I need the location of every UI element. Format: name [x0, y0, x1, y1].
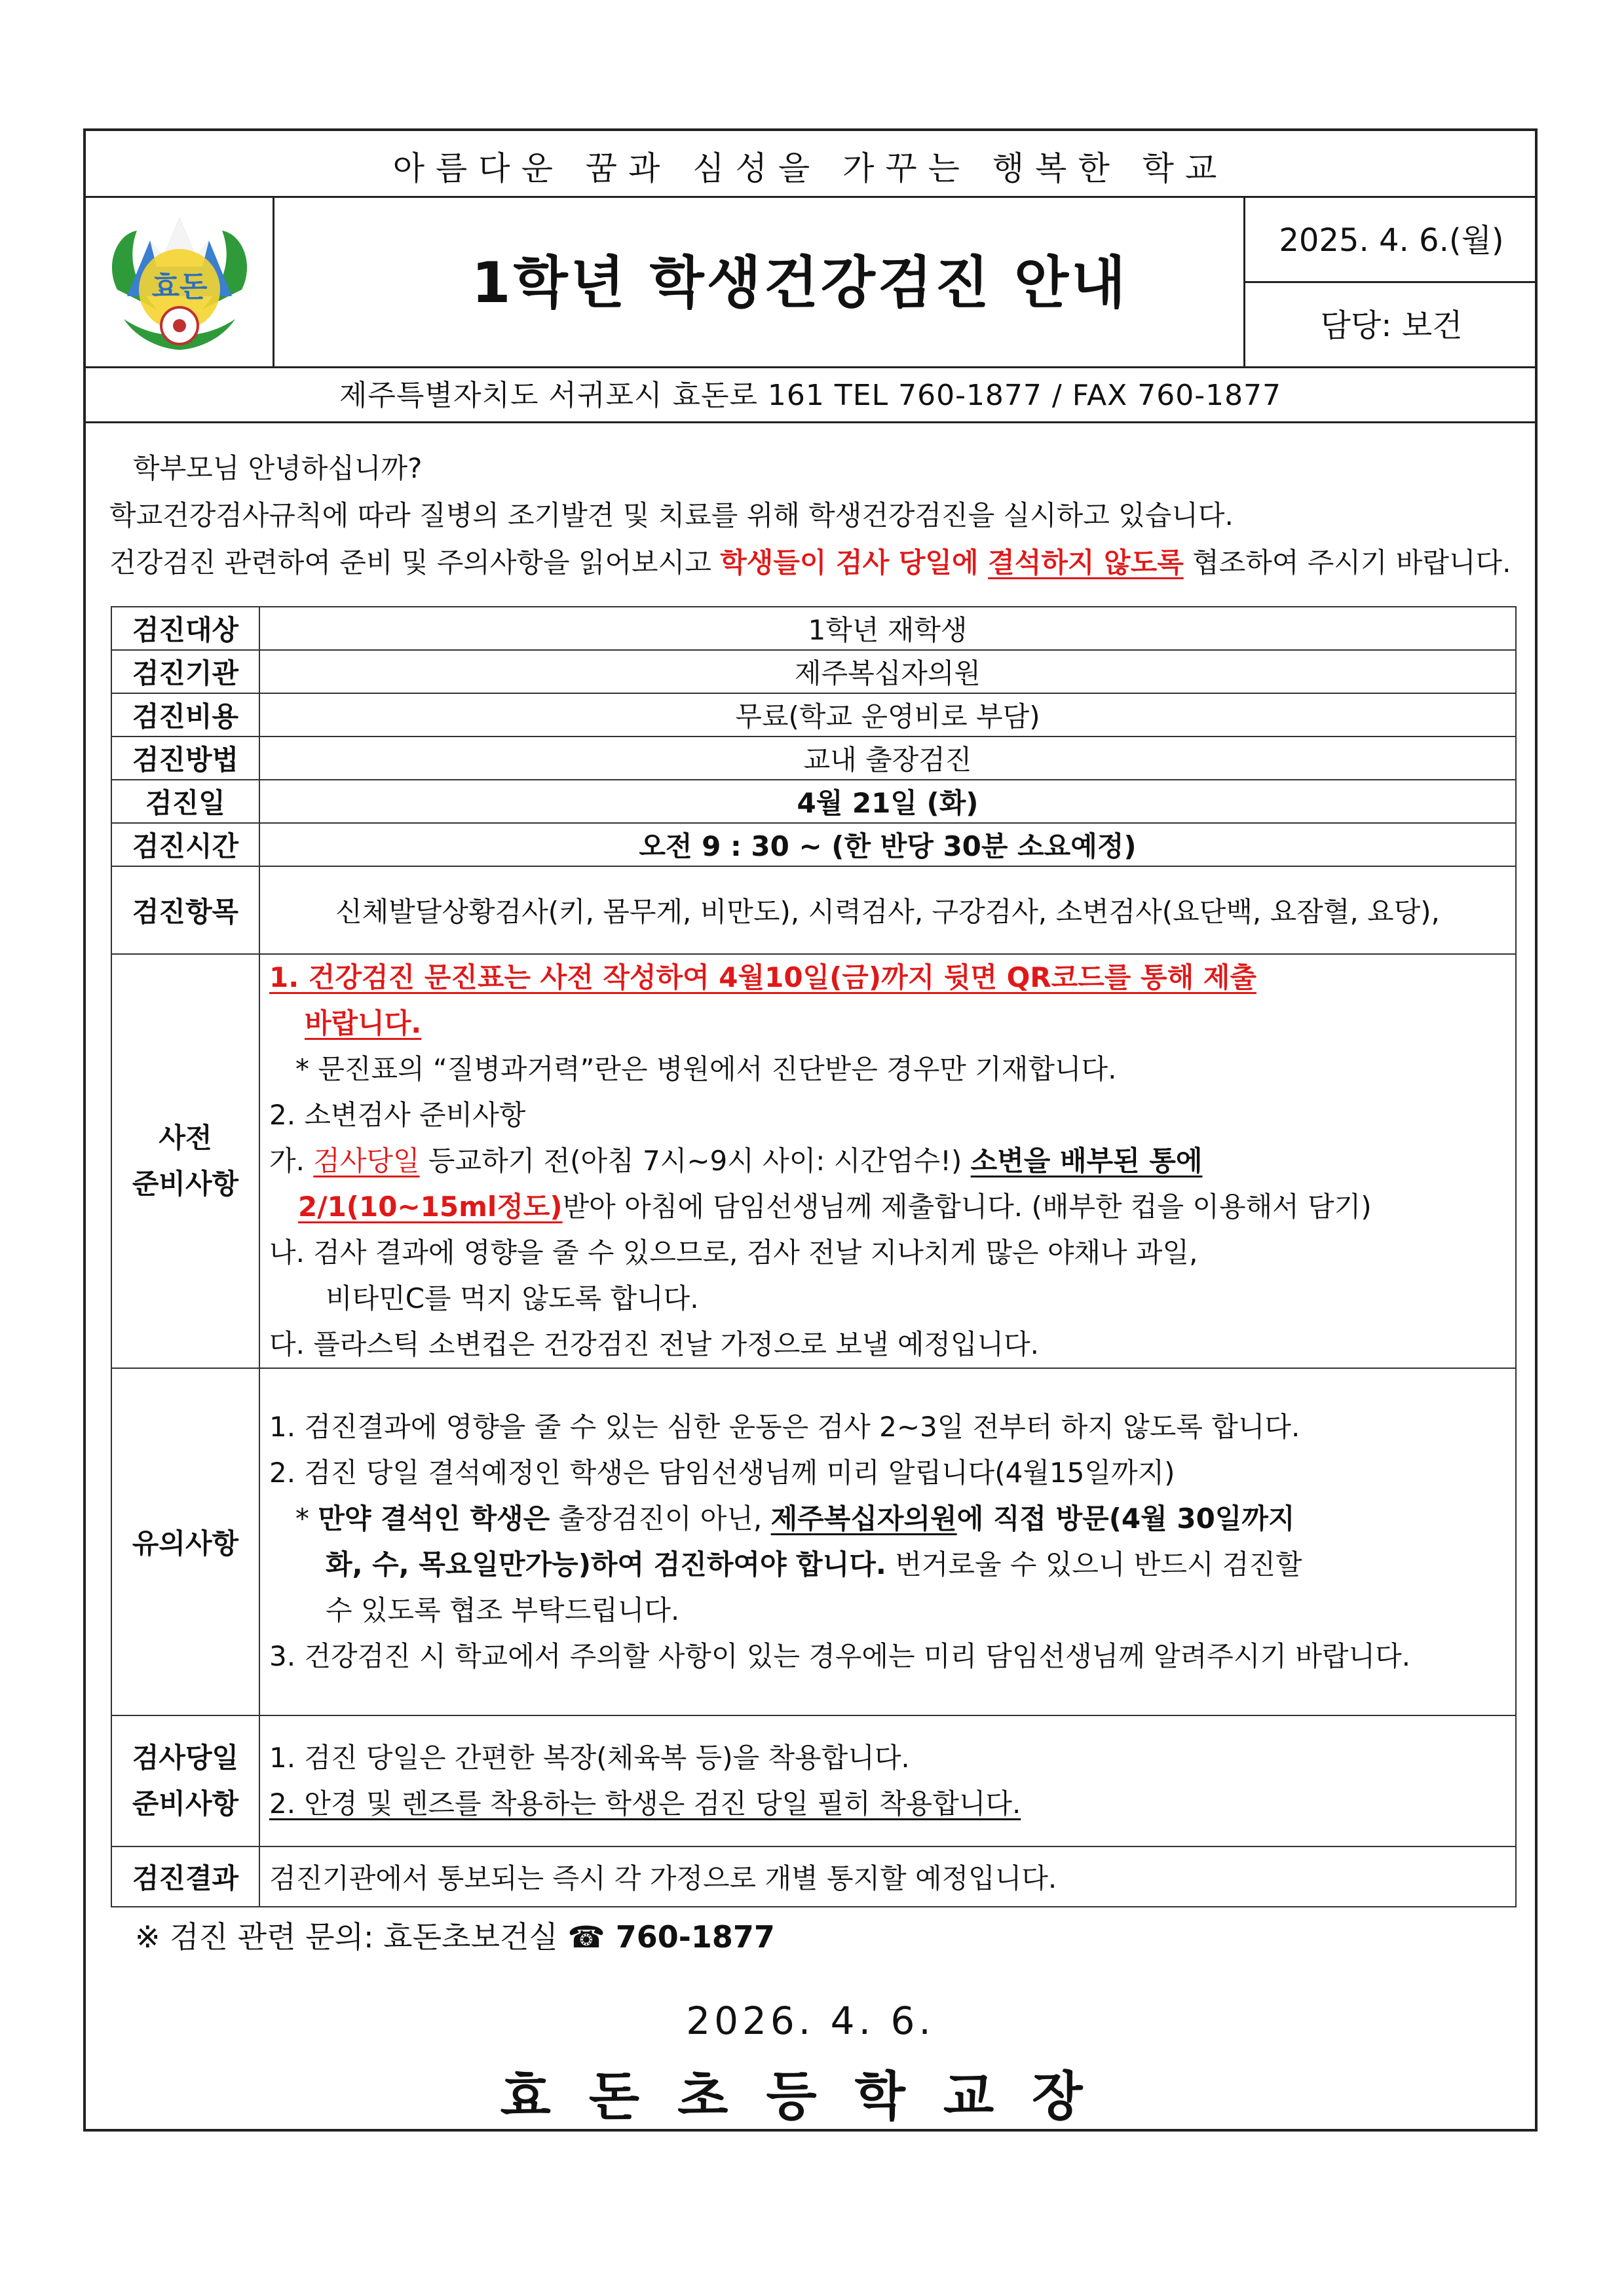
row-value: 1학년 재학생 — [259, 607, 1516, 650]
table-row — [111, 954, 1516, 1368]
intro-line: 학교건강검사규칙에 따라 질병의 조기발견 및 치료를 위해 학생건강검진을 실시하고 있습니다. — [109, 499, 1234, 531]
table-row — [111, 693, 1516, 737]
caution-line: 3. 건강검진 시 학교에서 주의할 사항이 있는 경우에는 미리 담임선생님께 알려주시기 바랍니다. — [269, 1640, 1411, 1672]
prep-text: 받아 아침에 담임선생님께 제출합니다. (배부한 컵을 이용해서 담기) — [562, 1191, 1372, 1223]
row-label-line: 검사당일 — [132, 1742, 239, 1774]
row-label-line: 준비사항 — [132, 1168, 239, 1200]
prep-line: 다. 플라스틱 소변컵은 건강검진 전날 가정으로 보낼 예정입니다. — [269, 1328, 1040, 1360]
person-in-charge: 담당: 보건 — [1320, 307, 1463, 344]
principal-signature: 효돈초등학교장 — [500, 2066, 1121, 2127]
table-row — [111, 650, 1516, 693]
row-label: 검진기관 — [111, 650, 259, 693]
caution-content — [259, 1368, 1516, 1715]
prep-highlight: 2/1(10~15ml정도) — [298, 1191, 563, 1223]
row-label: 검진방법 — [111, 737, 259, 780]
school-address: 제주특별자치도 서귀포시 효돈로 161 TEL 760-1877 / FAX 760-1877 — [339, 379, 1282, 412]
caution-line: 수 있도록 협조 부탁드립니다. — [326, 1594, 680, 1626]
caution-line: 2. 검진 당일 결석예정인 학생은 담임선생님께 미리 알립니다(4월15일까지) — [269, 1457, 1175, 1489]
intro-text: 협조하여 주시기 바랍니다. — [1183, 546, 1511, 579]
prep-content — [259, 954, 1516, 1368]
prep-line: 1. 건강검진 문진표는 사전 작성하여 4월10일(금)까지 뒷면 QR코드를 통해 제출 — [269, 961, 1256, 993]
caution-text: 번거로울 수 있으니 반드시 검진할 — [886, 1548, 1302, 1580]
svg-text:효돈: 효돈 — [151, 270, 208, 303]
row-value: 교내 출장검진 — [259, 737, 1516, 780]
inquiry-text: ※ 검진 관련 문의: 효돈초보건실 — [135, 1919, 568, 1955]
table-row — [111, 866, 1516, 954]
table-row — [111, 1715, 1516, 1846]
prep-line — [269, 1184, 1506, 1230]
table-row — [111, 737, 1516, 780]
dayprep-content — [259, 1715, 1516, 1846]
prep-line: 바랍니다. — [305, 1007, 422, 1039]
row-label: 검진비용 — [111, 693, 259, 737]
row-label: 검진항목 — [111, 866, 259, 954]
row-value: 제주복십자의원 — [259, 650, 1516, 693]
school-motto: 아름다운 꿈과 심성을 가꾸는 행복한 학교 — [392, 149, 1228, 187]
caution-text: * — [295, 1502, 318, 1535]
phone-icon: ☎ — [567, 1919, 605, 1955]
dayprep-line: 1. 검진 당일은 간편한 복장(체육복 등)을 착용합니다. — [269, 1742, 910, 1774]
row-label: 검진대상 — [111, 607, 259, 650]
caution-line — [269, 1542, 1506, 1588]
dayprep-line: 2. 안경 및 렌즈를 착용하는 학생은 검진 당일 필히 착용합니다. — [269, 1788, 1021, 1820]
table-row — [111, 780, 1516, 823]
intro-line — [109, 540, 1531, 586]
prep-line: 나. 검사 결과에 영향을 줄 수 있으므로, 검사 전날 지나치게 많은 야채나 과일, — [269, 1236, 1198, 1269]
prep-line: 비타민C를 먹지 않도록 합니다. — [326, 1282, 699, 1314]
row-value: 무료(학교 운영비로 부담) — [259, 693, 1516, 737]
row-label-line: 사전 — [159, 1122, 212, 1154]
school-logo — [98, 204, 261, 359]
row-value: 오전 9 : 30 ~ (한 반당 30분 소요예정) — [259, 823, 1516, 866]
row-label-line: 준비사항 — [132, 1788, 239, 1820]
table-row — [111, 823, 1516, 866]
prep-line: 2. 소변검사 준비사항 — [269, 1099, 526, 1131]
caution-line — [269, 1496, 1506, 1542]
greeting: 학부모님 안녕하십니까? — [133, 452, 423, 484]
row-value: 신체발달상황검사(키, 몸무게, 비만도), 시력검사, 구강검사, 소변검사(요단백, 요잠혈, 요당), — [259, 866, 1516, 954]
page-title: 1학년 학생건강검진 안내 — [471, 250, 1129, 316]
intro-highlight: 학생들이 검사 당일에 — [720, 546, 989, 579]
prep-emphasis: 소변을 배부된 통에 — [970, 1145, 1203, 1177]
caution-emphasis: 만약 결석인 학생은 — [318, 1502, 550, 1535]
row-label — [111, 1715, 259, 1846]
row-value: 4월 21일 (화) — [259, 780, 1516, 823]
row-label: 검진시간 — [111, 823, 259, 866]
notice-date: 2025. 4. 6.(월) — [1279, 222, 1504, 259]
row-label: 검진일 — [111, 780, 259, 823]
inquiry-line — [135, 1913, 775, 1957]
prep-highlight: 검사당일 — [313, 1145, 420, 1177]
prep-text: 등교하기 전(아침 7시~9시 사이: 시간엄수!) — [419, 1145, 971, 1177]
caution-emphasis: 화, 수, 목요일만가능)하여 검진하여야 합니다. — [326, 1548, 886, 1580]
row-label: 유의사항 — [111, 1368, 259, 1715]
row-label: 검진결과 — [111, 1846, 259, 1907]
inquiry-phone: 760-1877 — [605, 1919, 775, 1955]
exam-info-table — [111, 606, 1517, 1907]
caution-line: 1. 검진결과에 영향을 줄 수 있는 심한 운동은 검사 2~3일 전부터 하지 않도록 합니다. — [269, 1411, 1300, 1443]
table-row — [111, 607, 1516, 650]
table-row — [111, 1846, 1516, 1907]
divider — [273, 196, 274, 366]
caution-emphasis: 에 직접 방문(4월 30일까지 — [956, 1502, 1295, 1535]
table-row — [111, 1368, 1516, 1715]
prep-line — [269, 1138, 1506, 1184]
intro-highlight: 결석하지 않도록 — [988, 546, 1184, 579]
intro-text: 건강검진 관련하여 준비 및 주의사항을 읽어보시고 — [109, 546, 721, 579]
row-label — [111, 954, 259, 1368]
row-value: 검진기관에서 통보되는 즉시 각 가정으로 개별 통지할 예정입니다. — [259, 1846, 1516, 1907]
document-frame — [83, 128, 1538, 2132]
prep-line: * 문진표의 “질병과거력”란은 병원에서 진단받은 경우만 기재합니다. — [295, 1053, 1117, 1085]
prep-text: 가. — [269, 1145, 314, 1177]
caution-emphasis: 제주복십자의원 — [770, 1502, 957, 1535]
school-emblem-icon — [98, 204, 261, 359]
caution-text: 출장검진이 아닌, — [550, 1502, 771, 1535]
issue-date: 2026. 4. 6. — [686, 1999, 935, 2043]
